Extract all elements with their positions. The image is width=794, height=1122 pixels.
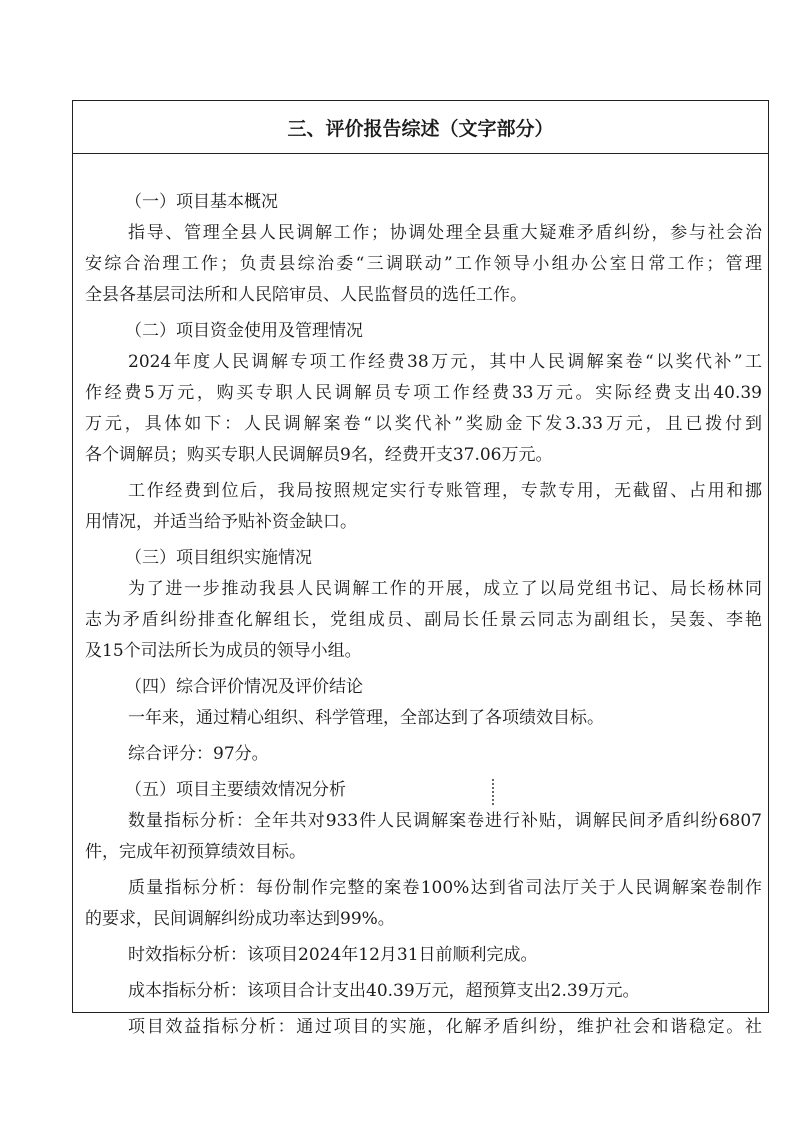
paragraph-line: 成本指标分析：该项目合计支出40.39万元，超预算支出2.39万元。 [128,981,640,1001]
report-title: 三、评价报告综述（文字部分） [73,101,768,154]
section-heading: （四）综合评价情况及评价结论 [125,677,363,697]
paragraph-line: 综合评分：97分。 [128,744,269,764]
section-heading: （五）项目主要绩效情况分析 [125,780,346,800]
paragraph-line: 各个调解员；购买专职人民调解员9名，经费开支37.06万元。 [85,445,553,465]
paragraph-line: 质量指标分析：每份制作完整的案卷100%达到省司法厅关于人民调解案卷制作 [128,878,762,898]
section-heading: （三）项目组织实施情况 [125,548,312,568]
paragraph-line: 一年来，通过精心组织、科学管理，全部达到了各项绩效目标。 [128,708,604,728]
paragraph-line: 项目效益指标分析：通过项目的实施，化解矛盾纠纷，维护社会和谐稳定。社 [128,1017,762,1037]
paragraph-line: 为了进一步推动我县人民调解工作的开展，成立了以局党组书记、局长杨林同 [128,579,762,599]
section-heading: （二）项目资金使用及管理情况 [125,321,363,341]
paragraph-line: 用情况，并适当给予贴补资金缺口。 [85,512,357,532]
paragraph-line: 安综合治理工作；负责县综治委“三调联动”工作领导小组办公室日常工作；管理 [85,254,762,274]
paragraph-line: 数量指标分析：全年共对933件人民调解案卷进行补贴，调解民间矛盾纠纷6807 [128,811,762,831]
report-frame [72,100,769,1037]
paragraph-line: 志为矛盾纠纷排查化解组长，党组成员、副局长任景云同志为副组长，吴轰、李艳 [85,610,762,630]
paragraph-line: 全县各基层司法所和人民陪审员、人民监督员的选任工作。 [85,285,527,305]
scan-artifact-dots [492,779,497,805]
paragraph-line: 及15个司法所长为成员的领导小组。 [85,641,362,661]
paragraph-line: 时效指标分析：该项目2024年12月31日前顺利完成。 [128,945,538,965]
paragraph-line: 件，完成年初预算绩效目标。 [85,842,306,862]
paragraph-line: 2024年度人民调解专项工作经费38万元，其中人民调解案卷“以奖代补”工 [128,352,762,372]
paragraph-line: 万元，具体如下：人民调解案卷“以奖代补”奖励金下发3.33万元，且已拨付到 [85,414,762,434]
section-heading: （一）项目基本概况 [125,192,278,212]
report-body [73,154,768,1043]
paragraph-line: 指导、管理全县人民调解工作；协调处理全县重大疑难矛盾纠纷，参与社会治 [128,223,762,243]
paragraph-line: 的要求，民间调解纠纷成功率达到99%。 [85,909,395,929]
paragraph-line: 作经费5万元，购买专职人民调解员专项工作经费33万元。实际经费支出40.39 [85,383,762,403]
paragraph-line: 工作经费到位后，我局按照规定实行专账管理，专款专用，无截留、占用和挪 [128,481,762,501]
